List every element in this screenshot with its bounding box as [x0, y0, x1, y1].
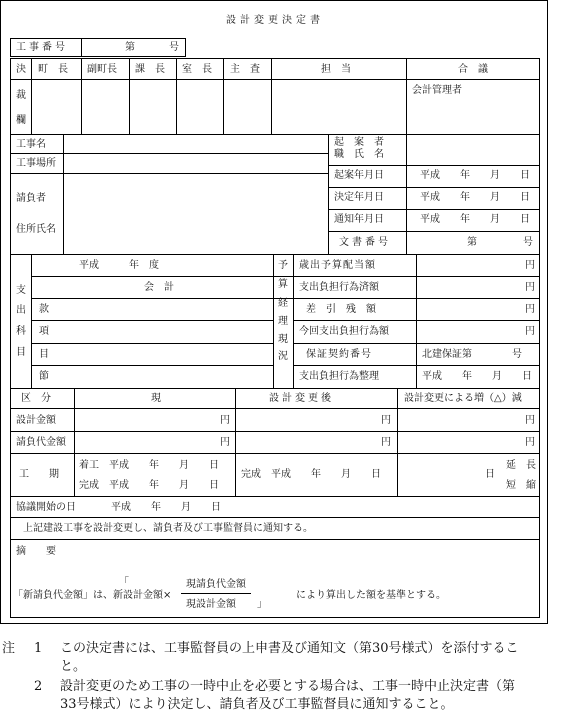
shishutsu-kamoku-1: 支 — [16, 285, 26, 296]
note-1-number: 1 — [34, 641, 43, 656]
formula-prefix: 「新請負代金額」は、新設計金額× — [13, 590, 172, 601]
seiri-label: 支出負担行為整理 — [299, 371, 379, 382]
kan-label: 款 — [39, 304, 49, 315]
konkai-value: 円 — [525, 326, 535, 337]
koki-label: 工 期 — [19, 469, 59, 480]
seiri-value: 平成 年 月 日 — [422, 371, 532, 382]
note-2-number: 2 — [34, 679, 43, 694]
sashihiki-value: 円 — [525, 304, 535, 315]
futan-zumi-label: 支出負担行為済額 — [299, 282, 379, 293]
zogen-label: 設計変更による増（△）減 — [404, 393, 522, 404]
col-kacho: 課 長 — [135, 64, 165, 75]
konkai-label: 今回支出負担行為額 — [299, 326, 389, 337]
kessai-label-3: 欄 — [16, 115, 26, 126]
formula-suffix: により算出した額を基準とする。 — [296, 590, 446, 601]
kessai-label-1: 決 — [16, 64, 26, 75]
kettei-date-label: 決定年月日 — [334, 192, 384, 203]
kyogi-label: 協議開始の日 — [16, 502, 76, 513]
gogi-kaikei-kanrisha: 会計管理者 — [412, 85, 462, 96]
col-gogi: 合 議 — [458, 64, 488, 75]
futan-zumi-value: 円 — [525, 282, 535, 293]
moku-label: 目 — [39, 349, 49, 360]
nichi-label: 日 — [485, 469, 495, 480]
ukeoi-daikin-label: 請負代金額 — [16, 437, 66, 448]
kansei-henkogo-value: 完成 平成 年 月 日 — [241, 469, 381, 480]
tekiyo-label: 摘 要 — [16, 546, 56, 557]
yosan-keiri-1: 予 — [278, 260, 288, 271]
formula-fraction-bar — [181, 593, 251, 594]
ukeoisha-label: 請負者 — [16, 193, 46, 204]
jusho-shimei-label: 住所氏名 — [16, 224, 56, 235]
col-tanto: 担 当 — [321, 64, 351, 75]
notes-chu: 注 — [2, 641, 16, 656]
yosan-keiri-5: 現 — [278, 334, 288, 345]
kessai-label-2: 裁 — [16, 90, 26, 101]
setsu-label: 節 — [39, 371, 49, 382]
koji-mei-label: 工事名 — [16, 139, 46, 150]
henkogo-label: 設計変更後 — [269, 393, 334, 404]
tsuchi-date-label: 通知年月日 — [334, 214, 384, 225]
sekkei-en-3: 円 — [525, 415, 535, 426]
col-shitsucho: 室 長 — [182, 64, 212, 75]
shokushimei-label: 職 氏 名 — [334, 149, 384, 160]
chakko-value: 着工 平成 年 月 日 — [79, 460, 219, 471]
col-shusa: 主 査 — [230, 64, 260, 75]
formula-close-bracket: 」 — [257, 599, 267, 610]
tanshuku-label: 短 縮 — [506, 480, 536, 491]
shishutsu-kamoku-4: 目 — [16, 347, 26, 358]
kettei-date-value: 平成 年 月 日 — [420, 192, 530, 203]
hosho-label: 保証契約番号 — [306, 349, 372, 360]
bunsho-bango-label: 文書番号 — [339, 237, 391, 248]
sekkei-en-1: 円 — [220, 415, 230, 426]
haito-gaku-value: 円 — [525, 260, 535, 271]
encho-label: 延 長 — [506, 460, 536, 471]
yosan-keiri-6: 況 — [278, 351, 288, 362]
ko-label: 項 — [39, 326, 49, 337]
kian-date-label: 起案年月日 — [334, 170, 384, 181]
col-fukuchocho: 副町長 — [87, 64, 117, 75]
koji-bango-go: 号 — [169, 42, 179, 53]
note-1-text: この決定書には、工事監督員の上申書及び通知文（第30号様式）を添付するこ — [60, 641, 519, 656]
ukeoi-en-2: 円 — [381, 437, 391, 448]
kian-date-value: 平成 年 月 日 — [420, 170, 530, 181]
form-title: 設計変更決定書 — [226, 15, 324, 26]
shishutsu-kamoku-3: 科 — [16, 326, 26, 337]
tsuchi-date-value: 平成 年 月 日 — [420, 214, 530, 225]
shishutsu-kamoku-2: 出 — [16, 305, 26, 316]
kyogi-value: 平成 年 月 日 — [111, 502, 221, 513]
sekkei-kingaku-label: 設計金額 — [16, 415, 56, 426]
note-2-cont: 33号様式）により決定し、請負者及び工事監督員に通知すること。 — [60, 697, 454, 712]
genko-label: 現 — [151, 393, 161, 404]
yosan-keiri-2: 算 — [278, 279, 288, 290]
nendo-label: 平成 年 度 — [79, 260, 159, 271]
sekkei-en-2: 円 — [381, 415, 391, 426]
note-2-text: 設計変更のため工事の一時中止を必要とする場合は、工事一時中止決定書（第 — [60, 679, 516, 694]
hosho-value: 北建保証第 号 — [422, 349, 522, 360]
bunsho-dai: 第 — [467, 237, 477, 248]
koji-basho-label: 工事場所 — [16, 158, 56, 169]
kian-sha-label: 起 案 者 — [334, 137, 384, 148]
bunsho-go: 号 — [523, 237, 533, 248]
ukeoi-en-1: 円 — [220, 437, 230, 448]
kubun-label: 区 分 — [21, 393, 51, 404]
formula-open-bracket: 「 — [119, 577, 129, 588]
haito-gaku-label: 歳出予算配当額 — [299, 260, 376, 271]
sashihiki-label: 差 引 残 額 — [306, 304, 376, 315]
formula-denominator: 現設計金額 — [186, 599, 236, 610]
notice-text: 上記建設工事を設計変更し、請負者及び工事監督員に通知する。 — [23, 523, 313, 534]
note-1-cont: と。 — [60, 659, 87, 674]
kansei-value: 完成 平成 年 月 日 — [79, 480, 219, 491]
kaikei-label: 会 計 — [144, 282, 174, 293]
koji-bango-label: 工事番号 — [16, 42, 68, 53]
koji-bango-dai: 第 — [125, 42, 135, 53]
yosan-keiri-4: 理 — [278, 316, 288, 327]
col-chocho: 町 長 — [38, 64, 68, 75]
ukeoi-en-3: 円 — [525, 437, 535, 448]
yosan-keiri-3: 経 — [278, 298, 288, 309]
formula-numerator: 現請負代金額 — [186, 579, 246, 590]
